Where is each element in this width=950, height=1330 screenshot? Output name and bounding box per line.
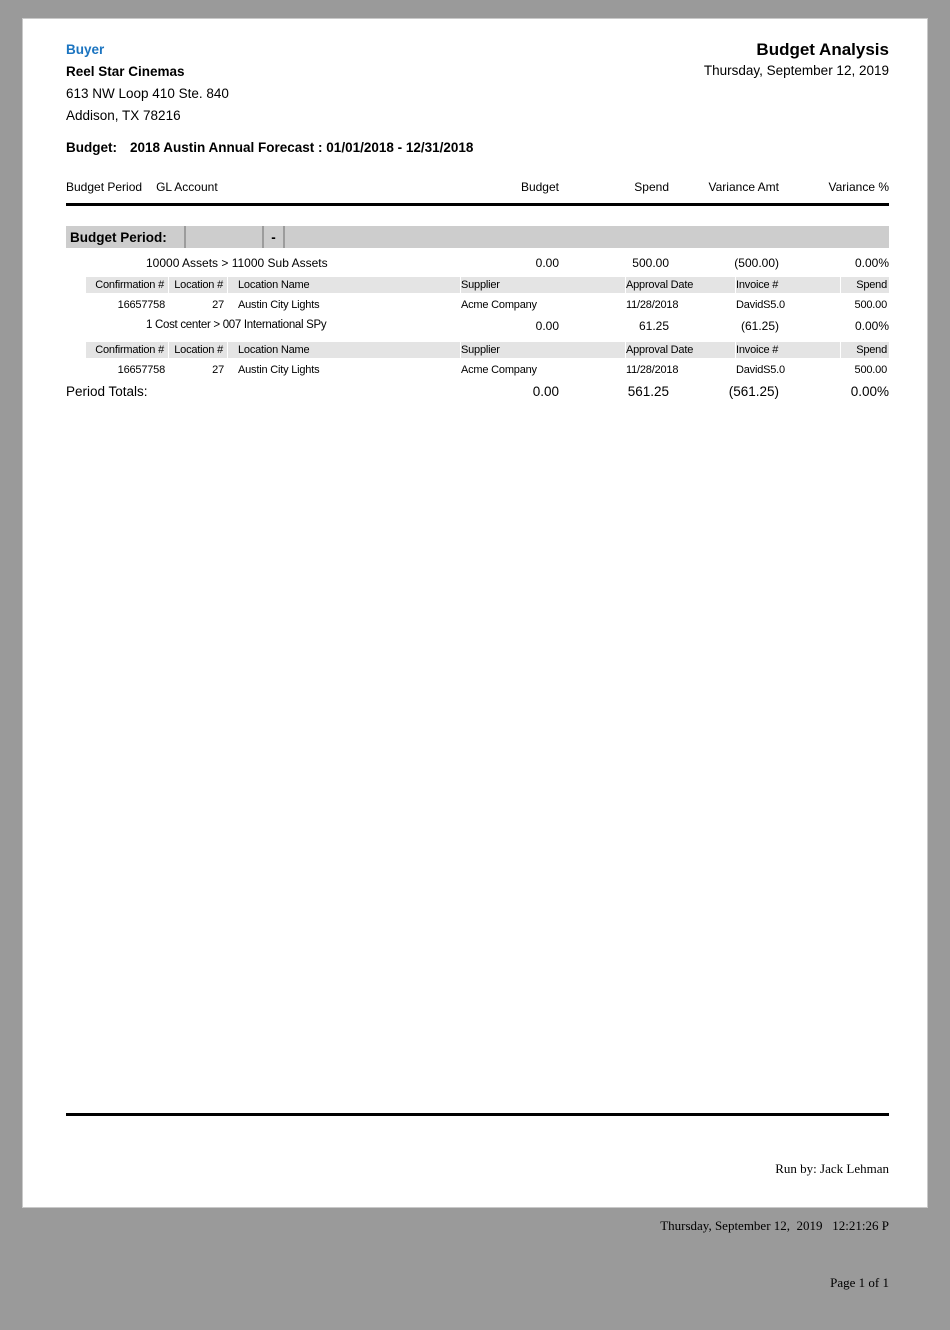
footer-datetime: Thursday, September 12, 2019 12:21:26 P (660, 1218, 889, 1233)
detail-location: 27 (212, 363, 224, 376)
budget-period-bar (66, 226, 889, 248)
buyer-address-line2: Addison, TX 78216 (66, 108, 181, 123)
period-totals-variance-amt: (561.25) (728, 384, 779, 399)
column-header-left (66, 180, 559, 194)
budget-period-bar-label: Budget Period: (66, 226, 186, 248)
period-totals-budget: 0.00 (532, 384, 559, 399)
gl-variance-pct-value: 0.00% (854, 319, 889, 333)
period-totals-row (66, 384, 889, 399)
detail-column-supplier: Supplier (461, 277, 626, 293)
detail-confirmation: 16657758 (117, 363, 165, 376)
gl-account-row (66, 319, 889, 333)
gl-spend-value: 61.25 (638, 319, 669, 333)
gl-variance-pct-value: 0.00% (854, 256, 889, 270)
detail-location-name: Austin City Lights (238, 298, 320, 311)
buyer-block (66, 39, 229, 127)
detail-header-row (86, 342, 889, 358)
detail-approval-date: 11/28/2018 (626, 363, 679, 376)
buyer-address-line1: 613 NW Loop 410 Ste. 840 (66, 86, 229, 101)
column-variance-amt: Variance Amt (708, 180, 779, 194)
detail-column-location-name: Location Name (228, 277, 461, 293)
column-variance-pct: Variance % (828, 180, 889, 194)
period-totals-variance-pct: 0.00% (850, 384, 889, 399)
gl-account-name: 10000 Assets > 11000 Sub Assets (146, 256, 328, 270)
detail-confirmation: 16657758 (117, 298, 165, 311)
detail-column-spend: Spend (856, 279, 887, 291)
detail-column-confirmation: Confirmation # (86, 277, 169, 293)
detail-spend: 500.00 (854, 298, 887, 311)
budget-period-dash: - (264, 226, 285, 248)
gl-account-row (66, 256, 889, 270)
footer-run-by: Run by: Jack Lehman (775, 1161, 889, 1176)
column-spend: Spend (634, 180, 669, 194)
budget-period-end-cell (285, 226, 889, 248)
detail-column-invoice: Invoice # (736, 342, 841, 358)
detail-column-spend: Spend (856, 344, 887, 356)
budget-line (66, 140, 473, 155)
gl-variance-amt-value: (500.00) (734, 256, 779, 270)
footer-page-number: Page 1 of 1 (830, 1275, 889, 1290)
report-header (704, 39, 889, 81)
budget-period-start-cell (186, 226, 264, 248)
detail-spend: 500.00 (854, 363, 887, 376)
detail-column-supplier: Supplier (461, 342, 626, 358)
budget-label: Budget: (66, 140, 117, 155)
period-totals-left (66, 384, 559, 399)
gl-account-name: 1 Cost center > 007 International SPy (146, 319, 327, 331)
detail-invoice: DavidS5.0 (736, 298, 785, 311)
column-header-row (66, 180, 889, 194)
footer-divider-line (66, 1113, 889, 1116)
column-gl-account: GL Account (156, 180, 218, 194)
detail-header-row (86, 277, 889, 293)
report-page (22, 18, 928, 1290)
report-footer (66, 1121, 889, 1330)
header-divider-line (66, 203, 889, 206)
column-budget: Budget (520, 180, 559, 194)
detail-row (86, 361, 889, 378)
detail-column-location: Location # (169, 342, 228, 358)
column-budget-period: Budget Period (66, 180, 143, 194)
detail-column-location: Location # (169, 277, 228, 293)
detail-column-confirmation: Confirmation # (86, 342, 169, 358)
detail-supplier: Acme Company (461, 298, 537, 311)
detail-column-approval-date: Approval Date (626, 277, 736, 293)
detail-row (86, 296, 889, 313)
gl-variance-amt-value: (61.25) (740, 319, 779, 333)
detail-column-invoice: Invoice # (736, 277, 841, 293)
detail-location: 27 (212, 298, 224, 311)
period-totals-spend: 561.25 (627, 384, 669, 399)
detail-invoice: DavidS5.0 (736, 363, 785, 376)
gl-budget-value: 0.00 (535, 256, 559, 270)
detail-approval-date: 11/28/2018 (626, 298, 679, 311)
detail-column-location-name: Location Name (228, 342, 461, 358)
detail-column-approval-date: Approval Date (626, 342, 736, 358)
gl-spend-value: 500.00 (632, 256, 669, 270)
budget-value: 2018 Austin Annual Forecast : 01/01/2018 - 12/31/2018 (130, 140, 474, 155)
buyer-label: Buyer (66, 42, 105, 57)
period-totals-label: Period Totals: (66, 384, 148, 399)
detail-supplier: Acme Company (461, 363, 537, 376)
gl-account-row-left (66, 319, 559, 333)
gl-account-row-left (66, 256, 559, 270)
report-title: Budget Analysis (756, 40, 889, 59)
report-date: Thursday, September 12, 2019 (703, 63, 889, 78)
buyer-name: Reel Star Cinemas (66, 64, 185, 79)
gl-budget-value: 0.00 (535, 319, 559, 333)
detail-location-name: Austin City Lights (238, 363, 320, 376)
